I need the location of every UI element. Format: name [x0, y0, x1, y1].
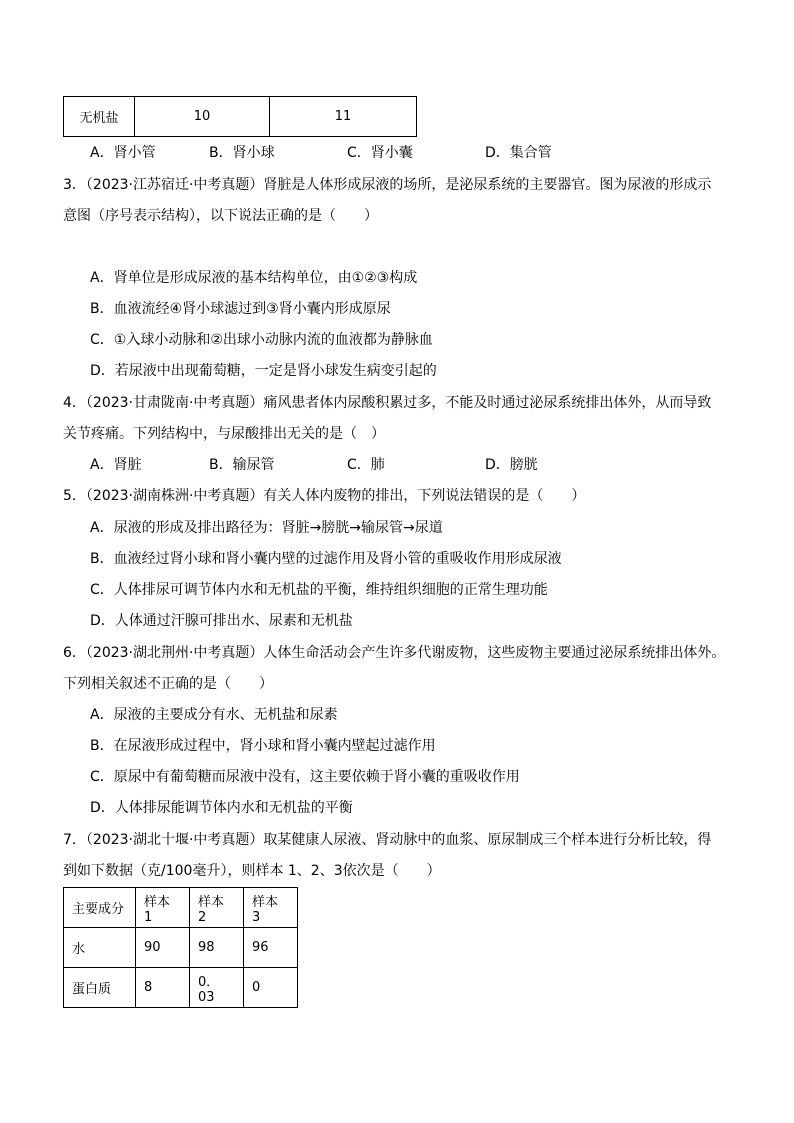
table-cell: 0 [244, 968, 298, 1008]
q2-option-a[interactable]: A．肾小管 [90, 145, 156, 161]
q5-option-b[interactable]: B．血液经过肾小球和肾小囊内壁的过滤作用及肾小管的重吸收作用形成尿液 [90, 551, 562, 567]
q4-option-b[interactable]: B．输尿管 [209, 457, 275, 473]
table-cell: 0．03 [190, 968, 244, 1008]
q3-option-a[interactable]: A．肾单位是形成尿液的基本结构单位，由①②③构成 [90, 270, 418, 286]
table-cell: 无机盐 [64, 97, 135, 137]
q4-stem-line1: 4．（2023·甘肃陇南·中考真题）痛风患者体内尿酸积累过多，不能及时通过泌尿系统排出体外，从而导致 [63, 395, 712, 411]
q5-option-a[interactable]: A．尿液的形成及排出路径为：肾脏→膀胱→输尿管→尿道 [90, 520, 443, 536]
q3-stem-line2: 意图（序号表示结构），以下说法正确的是（ ） [63, 208, 378, 224]
q7-stem-line1: 7．（2023·湖北十堰·中考真题）取某健康人尿液、肾动脉中的血浆、原尿制成三个样本进行分析比较，得 [63, 832, 712, 848]
table-cell: 8 [136, 968, 190, 1008]
q5-stem-line1: 5．（2023·湖南株洲·中考真题）有关人体内废物的排出，下列说法错误的是（ ） [63, 488, 586, 504]
q6-stem-line1: 6．（2023·湖北荆州·中考真题）人体生命活动会产生许多代谢废物，这些废物主要通过泌尿系统排出体外。 [63, 645, 726, 661]
q6-option-d[interactable]: D．人体排尿能调节体内水和无机盐的平衡 [90, 800, 353, 816]
q4-option-a[interactable]: A．肾脏 [90, 457, 142, 473]
q2-option-d[interactable]: D．集合管 [485, 145, 552, 161]
table-cell: 10 [135, 97, 270, 137]
table-row [64, 968, 298, 1008]
q3-option-b[interactable]: B．血液流经④肾小球滤过到③肾小囊内形成原尿 [90, 301, 391, 317]
table-cell: 98 [190, 928, 244, 968]
table-cell: 11 [270, 97, 417, 137]
q4-stem-line2: 关节疼痛。下列结构中，与尿酸排出无关的是（ ） [63, 426, 385, 442]
table-cell: 96 [244, 928, 298, 968]
q2-option-b[interactable]: B．肾小球 [209, 145, 275, 161]
q6-option-a[interactable]: A．尿液的主要成分有水、无机盐和尿素 [90, 707, 338, 723]
q3-option-d[interactable]: D．若尿液中出现葡萄糖，一定是肾小球发生病变引起的 [90, 363, 437, 379]
q5-option-d[interactable]: D．人体通过汗腺可排出水、尿素和无机盐 [90, 613, 353, 629]
sample-composition-table [63, 887, 298, 1008]
table-cell: 蛋白质 [64, 968, 136, 1008]
q4-option-d[interactable]: D．膀胱 [485, 457, 538, 473]
q3-stem-line1: 3．（2023·江苏宿迁·中考真题）肾脏是人体形成尿液的场所，是泌尿系统的主要器官。图为尿液的形成示 [63, 177, 712, 193]
q5-option-c[interactable]: C．人体排尿可调节体内水和无机盐的平衡，维持组织细胞的正常生理功能 [90, 582, 548, 598]
table-cell: 样本 1 [136, 888, 190, 928]
table-row [64, 888, 298, 928]
inorganic-salt-table [63, 96, 417, 137]
q6-stem-line2: 下列相关叙述不正确的是（ ） [63, 676, 273, 692]
table-cell: 90 [136, 928, 190, 968]
table-row [64, 97, 417, 137]
q6-option-c[interactable]: C．原尿中有葡萄糖而尿液中没有，这主要依赖于肾小囊的重吸收作用 [90, 769, 520, 785]
table-cell: 样本 3 [244, 888, 298, 928]
q6-option-b[interactable]: B．在尿液形成过程中，肾小球和肾小囊内壁起过滤作用 [90, 738, 436, 754]
q2-option-c[interactable]: C．肾小囊 [347, 145, 413, 161]
table-cell: 样本 2 [190, 888, 244, 928]
q4-option-c[interactable]: C．肺 [347, 457, 385, 473]
table-row [64, 928, 298, 968]
q3-option-c[interactable]: C．①入球小动脉和②出球小动脉内流的血液都为静脉血 [90, 332, 433, 348]
table-cell: 水 [64, 928, 136, 968]
table-cell: 主要成分 [64, 888, 136, 928]
q7-stem-line2: 到如下数据（克/100毫升），则样本 1、2、3依次是（ ） [63, 863, 441, 879]
